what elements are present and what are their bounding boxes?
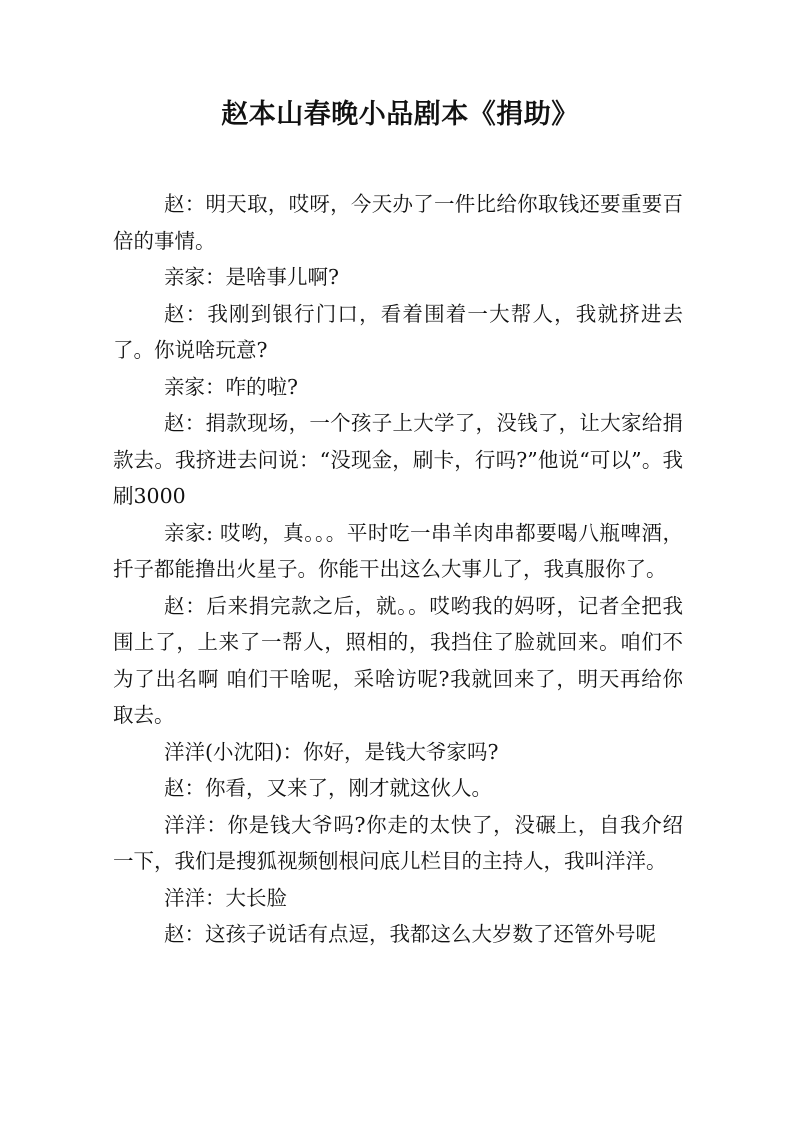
- paragraph: 洋洋(小沈阳)：你好，是钱大爷家吗?: [164, 739, 499, 764]
- paragraph: 赵：明天取，哎呀，今天办了一件比给你取钱还要重要百倍的事情。: [113, 192, 683, 253]
- document-body: [113, 186, 683, 953]
- paragraph: 赵：我刚到银行门口，看着围着一大帮人，我就挤进去了。你说啥玩意?: [113, 301, 683, 362]
- paragraph: 亲家：咋的啦?: [164, 374, 298, 399]
- document-title: 赵本山春晚小品剧本《捐助》: [221, 99, 579, 130]
- paragraph: 亲家: 哎哟，真。。。平时吃一串羊肉串都要喝八瓶啤酒，扦子都能撸出火星子。你能干出这么大事儿了，我真服你了。: [113, 520, 683, 581]
- paragraph: 洋洋：你是钱大爷吗?你走的太快了，没碾上，自我介绍一下，我们是搜狐视频刨根问底儿栏目的主持人，我叫洋洋。: [113, 812, 683, 873]
- paragraph: 亲家：是啥事儿啊?: [164, 265, 339, 289]
- paragraph: 赵：捐款现场，一个孩子上大学了，没钱了，让大家给捐款去。我挤进去问说：“没现金，刷卡，行吗?”他说“可以”。我刷3000: [113, 411, 683, 508]
- paragraph: 赵：这孩子说话有点逗，我都这么大岁数了还管外号呢: [164, 922, 656, 946]
- paragraph: 赵：你看，又来了，刚才就这伙人。: [164, 776, 492, 800]
- paragraph: 洋洋：大长脸: [164, 885, 287, 910]
- paragraph: 赵：后来捐完款之后，就。。哎哟我的妈呀，记者全把我围上了，上来了一帮人，照相的，我挡住了脸就回来。咱们不为了出名啊 咱们干啥呢，采啥访呢?我就回来了，明天再给你取去。: [113, 593, 683, 727]
